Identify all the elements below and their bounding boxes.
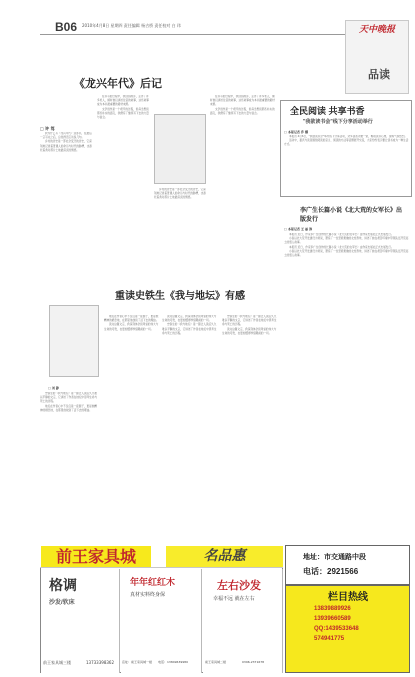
article-paragraph: 在书写的过程中，我回到故乡，走访了许多老人，倾听他们讲述往昔的故事，这些故事成为本书最重要的素材来源。 — [97, 95, 149, 107]
second-article-col-2 — [104, 315, 159, 535]
ad3-phone: 0396-2371678 — [242, 660, 265, 664]
second-article-paragraph: 地坛在作者心中不仅仅是一座园子，更是他精神的栖息地，在那里他找到了活下去的理由。 — [40, 404, 97, 412]
ad2-footer: 店址：前王家具城一楼 — [122, 660, 153, 664]
hotline-title: 栏目热线 — [328, 592, 368, 603]
reading-event-title: 全民阅读 共享书香 — [290, 106, 365, 116]
issue-meta: 2010年4月8日 星期四 责任编辑 杨吉桥 责任校对 白 玮 — [82, 23, 181, 28]
second-article-paragraph: 史铁生的《我与地坛》是一篇让人读后久久难以平静的文章，它讲述了作者在地坛中思考生命与死亡的历程。 — [40, 392, 98, 404]
novel-notice-paragraph: 本报讯 近日，作家李广生创作的长篇小说《北大荒的女军长》由作家出版社正式出版发行。 — [289, 233, 394, 236]
second-article-paragraph: 读完这篇文章，我深刻体会到母爱的伟大与生命的可贵，也更加懂得珍惜眼前的一切。 — [104, 323, 159, 331]
hotline-number: 13939660589 — [314, 616, 351, 622]
hotline-number: QQ:1439533648 — [314, 626, 359, 632]
novel-notice-body — [284, 233, 409, 537]
article-body-col-2 — [97, 95, 151, 270]
article-paragraph: 文学创作是一个艰辛的过程，但每当想到那些朴实的面孔，我便有了继续写下去的力量与信念。 — [97, 107, 149, 120]
ad-contact-box — [285, 545, 410, 585]
ad1-phone: 13733398362 — [86, 660, 114, 665]
article-paragraph: 我为什么写《龙兴年代》这部书，在最后一章写完之后，总觉得还应该说几句。 — [40, 132, 92, 140]
reading-event-byline: □ 本报记者 乔 娜 — [284, 130, 308, 134]
novel-notice-paragraph: 小说以北大荒开发建设为背景，塑造了一位坚毅果敢的女性形象，讲述了她在艰苦环境中带领队伍开荒拓土的感人故事。 — [284, 249, 409, 258]
section-title: 品读 — [368, 69, 390, 81]
second-article-paragraph: 史铁生的《我与地坛》是一篇让人读后久久难以平静的文章，它讲述了作者在地坛中思考生命与死亡的历程。 — [222, 315, 277, 327]
second-article-paragraph: 地坛在作者心中不仅仅是一座园子，更是他精神的栖息地，在那里他找到了活下去的理由。 — [104, 315, 159, 323]
article-paragraph: 在书写的过程中，我回到故乡，走访了许多老人，倾听他们讲述往昔的故事，这些故事成为本书最重要的素材来源。 — [210, 95, 275, 107]
ad1-sub: 沙发/软床 — [49, 600, 75, 606]
ad2-sub: 真材实料终身保 — [130, 592, 166, 598]
book-cover-image — [154, 114, 206, 184]
book-cover-image-2 — [49, 305, 99, 377]
reading-event-paragraph: 活动中，嘉宾与读者围绕阅读的意义、阅读的方法等话题展开交流，大家纷纷表示要让读书成为一种生活方式。 — [284, 139, 409, 147]
ad3-brand: 左右沙发 — [217, 580, 261, 592]
second-article-paragraph: 读完这篇文章，我深刻体会到母爱的伟大与生命的可贵，也更加懂得珍惜眼前的一切。 — [222, 327, 277, 335]
article-title: 《龙兴年代》后记 — [74, 77, 162, 90]
novel-notice-paragraph: 小说以北大荒开发建设为背景，塑造了一位坚毅果敢的女性形象，讲述了她在艰苦环境中带领队伍开荒拓土的感人故事。 — [284, 237, 409, 245]
second-article-col-1 — [40, 392, 98, 532]
hotline-number: 574941775 — [314, 636, 345, 642]
article-paragraph: 乡村的历史是一部社会变迁的历史，它深刻地记录着普通人的命运与时代的脉搏，也寄托着我对那片土地最深沉的情感。 — [40, 140, 92, 152]
ad2-brand: 年年红红木 — [130, 577, 176, 587]
second-article-paragraph: 读完这篇文章，我深刻体会到母爱的伟大与生命的可贵，也更加懂得珍惜眼前的一切。 — [162, 315, 217, 323]
reading-event-subtitle: "我欲读书会"线下分享活动举行 — [303, 119, 373, 125]
header-divider — [40, 34, 348, 35]
ad1-brand: 格调 — [49, 577, 77, 593]
hotline-number: 13839889926 — [314, 606, 351, 612]
brand-mark: 天中晚报 — [358, 25, 395, 35]
novel-notice-title: 李广生长篇小说《北大荒的女军长》出版发行 — [300, 207, 403, 223]
article-author: □ 许 笃 — [40, 126, 55, 131]
second-article-author: □ 刘 静 — [48, 386, 59, 390]
second-article-col-4 — [222, 315, 278, 535]
second-article-paragraph: 史铁生的《我与地坛》是一篇让人读后久久难以平静的文章，它讲述了作者在地坛中思考生命与死亡的历程。 — [162, 323, 217, 335]
article-body-col-4 — [210, 95, 276, 275]
article-paragraph: 乡村的历史是一部社会变迁的历史，它深刻地记录着普通人的命运与时代的脉搏，也寄托着我对那片土地最深沉的情感。 — [154, 188, 206, 200]
novel-notice-paragraph: 本报讯 近日，作家李广生创作的长篇小说《北大荒的女军长》由作家出版社正式出版发行。 — [289, 245, 394, 249]
ad3-footer: 前王家具城二楼 — [205, 660, 227, 664]
ad2-phone: 电话：13849639980 — [158, 660, 188, 664]
hotline-list — [314, 604, 359, 644]
ad3-sub: 幸福不远 就在左右 — [213, 596, 255, 602]
article-paragraph: 文学创作是一个艰辛的过程，但每当想到那些朴实的面孔，我便有了继续写下去的力量与信念。 — [210, 107, 275, 115]
big-banner-left: 前王家具城 — [41, 546, 151, 567]
reading-event-body — [284, 135, 409, 193]
second-article-col-3 — [162, 315, 218, 535]
article-body-col-3 — [154, 188, 206, 270]
novel-notice-byline: □ 本报记者 王 丽 涛 — [284, 227, 313, 231]
ad-address: 地址：市交通路中段 — [303, 554, 366, 561]
second-article-title: 重读史铁生《我与地坛》有感 — [115, 291, 245, 302]
reading-event-paragraph: 本报讯 4月6日，"我欲读书会"举办线下分享活动，众多读者齐聚一堂，畅谈读书心得，现场气氛热烈。 — [289, 135, 408, 138]
masthead: B06 — [55, 20, 78, 34]
big-banner-right: 名品惠 — [166, 546, 283, 567]
article-body-col-1 — [40, 132, 94, 277]
ad-phone: 电话：2921566 — [303, 567, 359, 576]
ad1-footer: 前王家具城三楼 — [43, 660, 71, 665]
